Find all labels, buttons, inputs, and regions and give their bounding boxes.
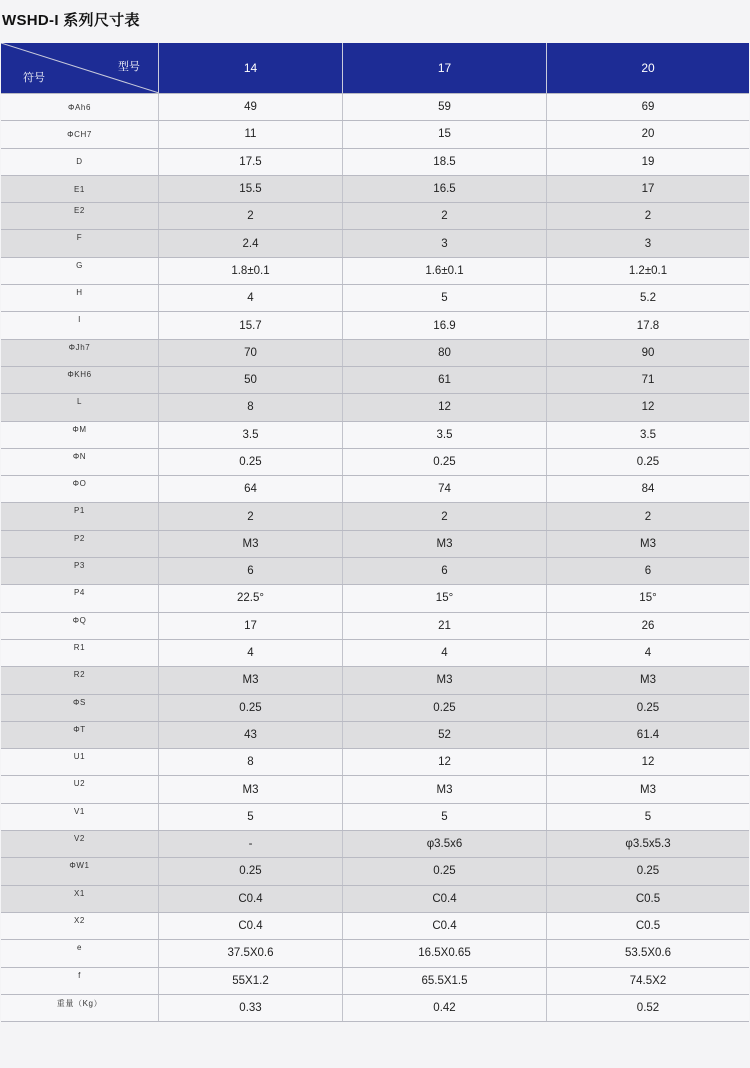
row-value-cell-20: 3.5	[640, 428, 656, 441]
row-value-cell-20: 19	[641, 155, 655, 168]
table-row	[1, 258, 749, 285]
row-value-cell-20: 3	[644, 237, 652, 250]
row-value-cell-17: 2	[343, 503, 547, 529]
row-value-cell-17: φ3.5x6	[343, 831, 547, 857]
row-symbol-cell: V1	[1, 804, 159, 830]
row-value-cell-20: 0.25	[636, 701, 660, 714]
row-symbol-cell: ΦS	[1, 695, 159, 721]
row-symbol-cell: ΦN	[1, 449, 159, 475]
row-symbol-cell: V2	[1, 831, 159, 857]
row-value-cell-14: 3.5	[159, 422, 343, 448]
row-value-cell-17: 59	[343, 94, 547, 120]
row-value-cell-20: 0.25	[636, 456, 660, 468]
table-row	[1, 913, 749, 940]
table-row	[1, 585, 749, 612]
row-value-cell-17: 65.5X1.5	[343, 968, 547, 994]
table-row	[1, 995, 749, 1022]
row-value-cell-17: 15	[343, 121, 547, 147]
row-symbol-cell: D	[1, 149, 159, 175]
row-value-cell-20: 6	[644, 565, 652, 578]
row-value-cell-17: 80	[343, 340, 547, 366]
row-value-cell-20: 1.2±0.1	[628, 264, 668, 277]
corner-type-label: 型号	[118, 61, 140, 73]
row-value-cell-20: 15°	[639, 592, 657, 605]
row-value-cell-14: 0.33	[159, 995, 343, 1021]
row-value-cell-20: C0.5	[635, 892, 661, 905]
row-value-cell-20: 12	[641, 401, 655, 414]
row-value-cell-17: 0.42	[343, 995, 547, 1021]
row-value-cell-14: 6	[159, 558, 343, 584]
table-row	[1, 121, 749, 148]
row-symbol-cell: ΦQ	[1, 613, 159, 639]
table-row	[1, 749, 749, 776]
row-value-cell-14: -	[159, 831, 343, 857]
row-value-cell-17: 3.5	[343, 422, 547, 448]
row-value-cell-17: M3	[343, 531, 547, 557]
row-value-cell-14: 4	[159, 640, 343, 666]
row-value-cell-20: 90	[641, 346, 655, 359]
row-value-cell-20: 26	[641, 619, 655, 632]
page-title: WSHD-I 系列尺寸表	[2, 12, 140, 29]
row-symbol-cell: X1	[1, 886, 159, 912]
table-row	[1, 285, 749, 312]
row-value-cell-14: 0.25	[159, 449, 343, 475]
row-value-cell-20: 84	[641, 483, 655, 496]
row-value-cell-20: 69	[641, 101, 655, 114]
row-value-cell-20: M3	[640, 537, 656, 550]
row-value-cell-14: C0.4	[159, 886, 343, 912]
table-row	[1, 449, 749, 476]
table-row	[1, 394, 749, 421]
row-value-cell-17: 12	[343, 394, 547, 420]
row-symbol-cell: P2	[1, 531, 159, 557]
row-value-cell-20: 4	[644, 647, 652, 660]
row-value-cell-17: 3	[343, 230, 547, 256]
row-value-cell-17: 16.5X0.65	[343, 940, 547, 966]
row-value-cell-14: 37.5X0.6	[159, 940, 343, 966]
table-row	[1, 667, 749, 694]
row-value-cell-14: 11	[159, 121, 343, 147]
row-symbol-cell: P1	[1, 503, 159, 529]
row-value-cell-20: 17.8	[636, 319, 660, 332]
row-symbol-cell: 重量（Kg）	[1, 995, 159, 1021]
row-symbol-cell: E1	[1, 176, 159, 202]
row-symbol-cell: L	[1, 394, 159, 420]
row-symbol-cell: U1	[1, 749, 159, 775]
table-row	[1, 776, 749, 803]
row-value-cell-20: 74.5X2	[629, 974, 667, 987]
table-row	[1, 367, 749, 394]
table-row	[1, 804, 749, 831]
row-value-cell-14: C0.4	[159, 913, 343, 939]
table-row	[1, 858, 749, 885]
row-value-cell-17: 74	[343, 476, 547, 502]
row-value-cell-17: 21	[343, 613, 547, 639]
dimension-table	[1, 43, 749, 1022]
row-value-cell-17: 5	[343, 285, 547, 311]
row-value-cell-14: 2	[159, 203, 343, 229]
row-value-cell-14: 55X1.2	[159, 968, 343, 994]
row-value-cell-17: 15°	[343, 585, 547, 611]
row-symbol-cell: e	[1, 940, 159, 966]
row-value-cell-20: 53.5X0.6	[624, 947, 672, 960]
row-symbol-cell: ΦO	[1, 476, 159, 502]
table-row	[1, 613, 749, 640]
row-value-cell-17: 0.25	[343, 858, 547, 884]
row-value-cell-14: 1.8±0.1	[159, 258, 343, 284]
row-value-cell-17: 2	[343, 203, 547, 229]
row-value-cell-17: M3	[343, 776, 547, 802]
row-symbol-cell: ΦKH6	[1, 367, 159, 393]
row-value-cell-17: 4	[343, 640, 547, 666]
table-row	[1, 176, 749, 203]
row-value-cell-14: 49	[159, 94, 343, 120]
row-value-cell-20: 61.4	[636, 728, 660, 741]
table-row	[1, 312, 749, 339]
row-value-cell-17: C0.4	[343, 886, 547, 912]
row-value-cell-14: 64	[159, 476, 343, 502]
row-value-cell-17: 61	[343, 367, 547, 393]
table-row	[1, 640, 749, 667]
row-value-cell-17: 5	[343, 804, 547, 830]
row-value-cell-14: 50	[159, 367, 343, 393]
row-value-cell-14: 5	[159, 804, 343, 830]
row-value-cell-14: M3	[159, 667, 343, 693]
table-row	[1, 476, 749, 503]
table-row	[1, 831, 749, 858]
table-row	[1, 230, 749, 257]
row-symbol-cell: ΦJh7	[1, 340, 159, 366]
row-value-cell-14: 22.5°	[159, 585, 343, 611]
row-symbol-cell: P3	[1, 558, 159, 584]
row-value-cell-17: 16.9	[343, 312, 547, 338]
table-row	[1, 886, 749, 913]
row-value-cell-17: 0.25	[343, 449, 547, 475]
row-value-cell-20: M3	[640, 674, 656, 687]
row-value-cell-20: 20	[641, 128, 655, 141]
row-symbol-cell: G	[1, 258, 159, 284]
row-symbol-cell: f	[1, 968, 159, 994]
table-row	[1, 503, 749, 530]
row-value-cell-14: 8	[159, 394, 343, 420]
corner-symbol-label: 符号	[23, 72, 45, 84]
row-symbol-cell: R2	[1, 667, 159, 693]
row-value-cell-20: 2	[644, 210, 652, 223]
header-corner-cell	[1, 43, 159, 93]
row-value-cell-14: 70	[159, 340, 343, 366]
row-value-cell-14: 2.4	[159, 230, 343, 256]
row-value-cell-17: 52	[343, 722, 547, 748]
column-header-20: 20	[641, 61, 655, 75]
row-value-cell-17: 16.5	[343, 176, 547, 202]
row-value-cell-20: 0.25	[636, 865, 660, 878]
row-value-cell-20: 2	[644, 510, 652, 523]
table-row	[1, 149, 749, 176]
row-value-cell-14: 0.25	[159, 695, 343, 721]
row-symbol-cell: ΦAh6	[1, 94, 159, 120]
row-symbol-cell: ΦM	[1, 422, 159, 448]
row-symbol-cell: X2	[1, 913, 159, 939]
table-row	[1, 695, 749, 722]
row-symbol-cell: R1	[1, 640, 159, 666]
row-symbol-cell: U2	[1, 776, 159, 802]
table-row	[1, 940, 749, 967]
row-value-cell-20: 5	[644, 810, 652, 823]
row-value-cell-17: 18.5	[343, 149, 547, 175]
row-value-cell-20: M3	[640, 783, 656, 796]
row-symbol-cell: P4	[1, 585, 159, 611]
table-row	[1, 722, 749, 749]
row-symbol-cell: E2	[1, 203, 159, 229]
row-value-cell-14: M3	[159, 531, 343, 557]
row-value-cell-17: 6	[343, 558, 547, 584]
column-header-14: 14	[159, 43, 343, 93]
row-symbol-cell: I	[1, 312, 159, 338]
row-value-cell-14: 15.5	[159, 176, 343, 202]
row-value-cell-14: 0.25	[159, 858, 343, 884]
row-value-cell-14: 43	[159, 722, 343, 748]
table-row	[1, 422, 749, 449]
table-body	[1, 94, 749, 1022]
row-symbol-cell: H	[1, 285, 159, 311]
row-value-cell-17: 1.6±0.1	[343, 258, 547, 284]
row-value-cell-17: C0.4	[343, 913, 547, 939]
row-value-cell-14: 2	[159, 503, 343, 529]
row-symbol-cell: F	[1, 230, 159, 256]
row-value-cell-14: M3	[159, 776, 343, 802]
row-symbol-cell: ΦT	[1, 722, 159, 748]
row-value-cell-20: 71	[641, 374, 655, 387]
table-row	[1, 558, 749, 585]
row-value-cell-20: 0.52	[636, 1001, 660, 1014]
column-header-17: 17	[343, 43, 547, 93]
row-value-cell-17: M3	[343, 667, 547, 693]
row-value-cell-14: 17.5	[159, 149, 343, 175]
table-row	[1, 531, 749, 558]
table-row	[1, 94, 749, 121]
table-row	[1, 203, 749, 230]
row-value-cell-20: 5.2	[640, 292, 656, 305]
row-value-cell-20: 12	[641, 756, 655, 769]
row-value-cell-14: 17	[159, 613, 343, 639]
row-value-cell-17: 0.25	[343, 695, 547, 721]
row-value-cell-20: φ3.5x5.3	[625, 838, 671, 851]
row-value-cell-14: 8	[159, 749, 343, 775]
table-header	[1, 43, 749, 94]
row-symbol-cell: ΦW1	[1, 858, 159, 884]
row-value-cell-14: 4	[159, 285, 343, 311]
row-value-cell-17: 12	[343, 749, 547, 775]
row-value-cell-14: 15.7	[159, 312, 343, 338]
table-row	[1, 968, 749, 995]
row-value-cell-20: C0.5	[635, 920, 661, 933]
row-value-cell-20: 17	[641, 183, 655, 196]
table-row	[1, 340, 749, 367]
row-symbol-cell: ΦCH7	[1, 121, 159, 147]
